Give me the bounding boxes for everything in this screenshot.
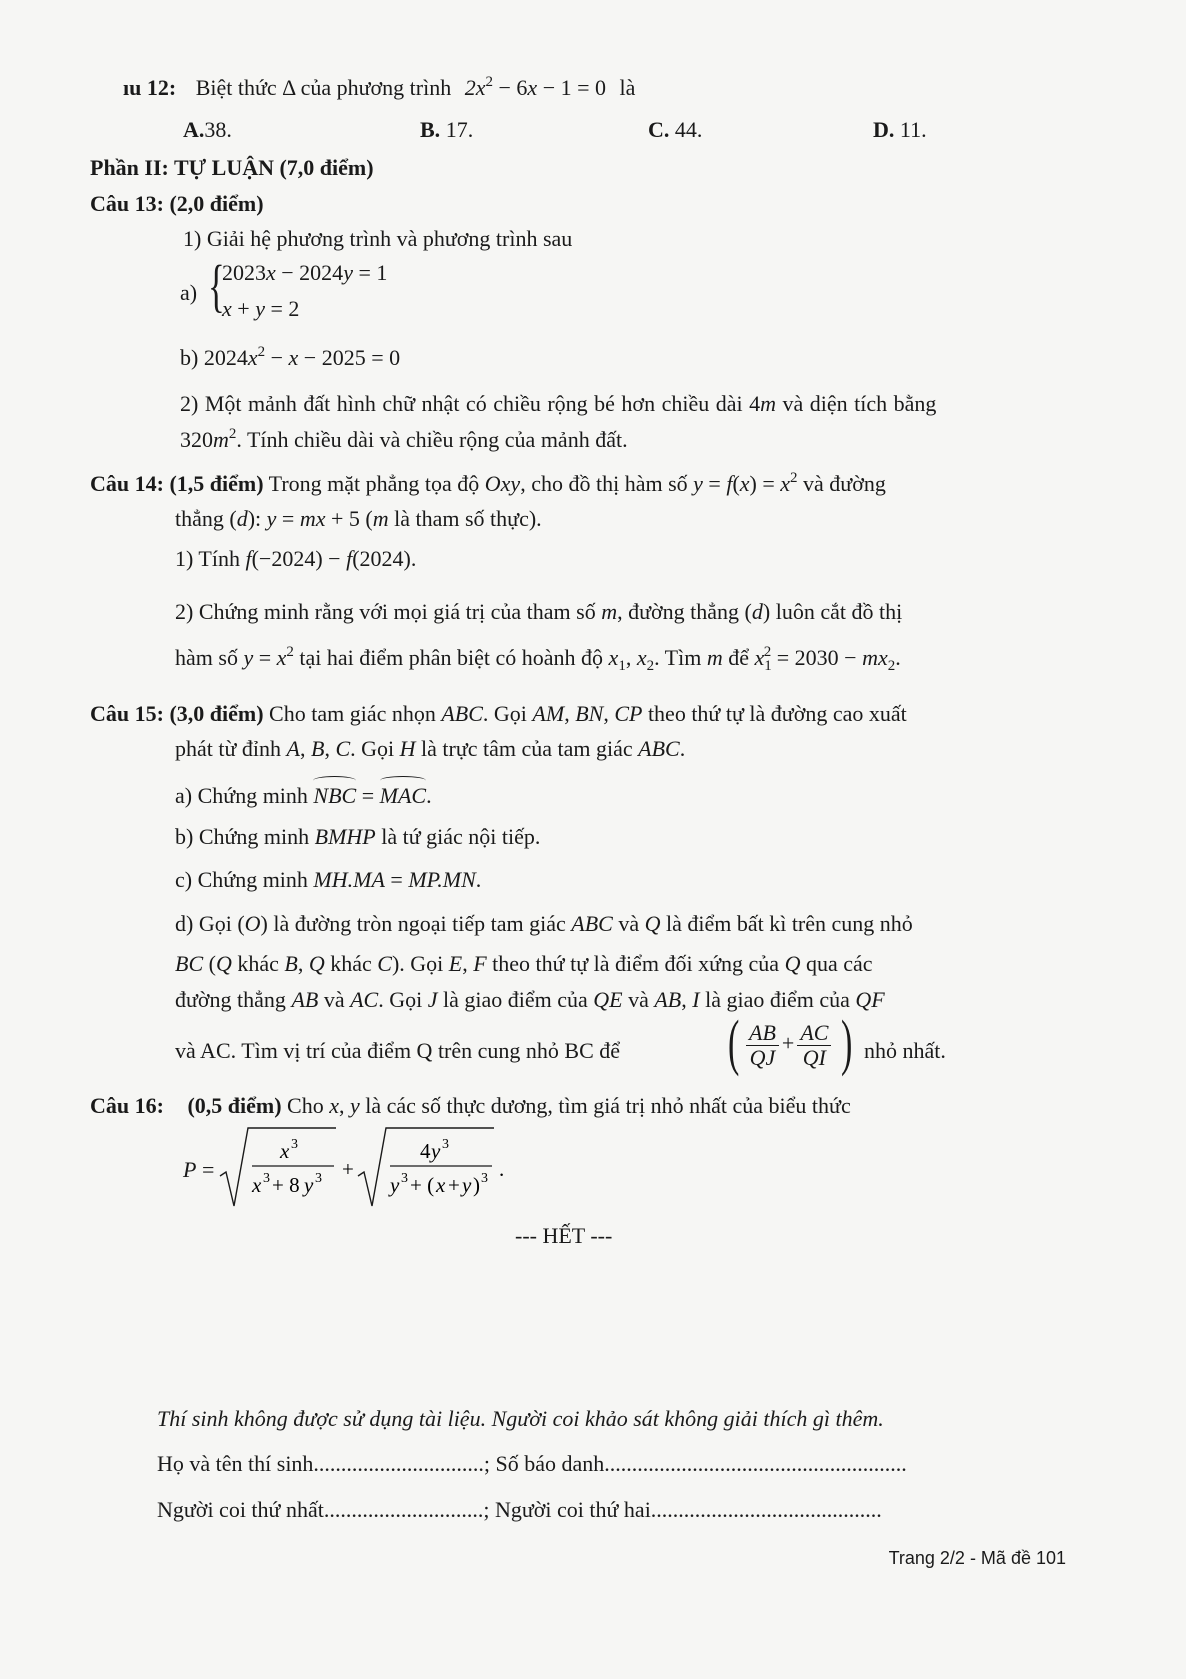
svg-text:x: x [280, 1139, 290, 1163]
exam-note: Thí sinh không được sử dụng tài liệu. Người coi khảo sát không giải thích gì thêm. [157, 1406, 884, 1431]
q13-part2-line1: 2) Một mảnh đất hình chữ nhật có chiều rộng bé hơn chiều dài 4m và diện tích bằng [180, 391, 937, 416]
q12-suffix: là [619, 75, 636, 100]
svg-text:+ 8: + 8 [272, 1173, 300, 1197]
q15-line2: phát từ đỉnh A, B, C. Gọi H là trực tâm của tam giác ABC. [175, 736, 686, 761]
svg-text:+ (: + ( [410, 1173, 435, 1197]
page-footer: Trang 2/2 - Mã đề 101 [888, 1548, 1066, 1568]
q12-option-c: C. 44. [648, 117, 703, 142]
svg-text:+: + [342, 1157, 354, 1181]
q15-d-line3: đường thẳng AB và AC. Gọi J là giao điểm của QE và AB, I là giao điểm của QF [175, 987, 885, 1012]
svg-text:3: 3 [442, 1137, 449, 1152]
q14-line2: thẳng (d): y = mx + 5 (m là tham số thực). [175, 506, 542, 531]
q15-d-line2: BC (Q khác B, Q khác C). Gọi E, F theo thứ tự là điểm đối xứng của Q qua các [175, 951, 873, 976]
q13-b: b) $2024x^2 - x - 2025 = 0$ [180, 344, 401, 370]
q14-part2-line2: hàm số $y = x^2$ tại hai điểm phân biệt có hoành độ $x_1$, $x_2$. Tìm m để $x_1^2 = 2030 - mx_2$. [175, 644, 901, 674]
q13-system-eq2: x + y = 2 [222, 296, 300, 321]
q15-d-line4-pre: và AC. Tìm vị trí của điểm Q trên cung nhỏ BC để [175, 1038, 621, 1063]
right-paren: ) [841, 1009, 853, 1077]
q15-d-fraction: $\frac{AB}{QJ}$ + $\frac{AC}{QI}$ [743, 1021, 834, 1070]
q15-d-line1: d) Gọi (O) là đường tròn ngoại tiếp tam giác ABC và Q là điểm bất kì trên cung nhỏ [175, 911, 913, 936]
q12-option-a: A.38. [183, 117, 232, 142]
svg-text:y: y [390, 1173, 400, 1197]
svg-text:.: . [499, 1157, 505, 1181]
q16-line1: Câu 16: (0,5 điểm) Cho x, y là các số thực dương, tìm giá trị nhỏ nhất của biểu thức [90, 1093, 851, 1118]
svg-text:y: y [304, 1173, 314, 1197]
svg-text:x: x [436, 1173, 446, 1197]
q15-b: b) Chứng minh BMHP là tứ giác nội tiếp. [175, 824, 541, 849]
system-brace: { [208, 253, 225, 318]
q14-part1: 1) Tính f(−2024) − f(2024). [175, 546, 417, 571]
q12-text: Biệt thức Δ của phương trình [195, 75, 452, 100]
q15-c: c) Chứng minh MH.MA = MP.MN. [175, 867, 482, 892]
q15-line1: Câu 15: (3,0 điểm) Cho tam giác nhọn ABC. Gọi AM, BN, CP theo thứ tự là đường cao xuất [90, 701, 907, 726]
svg-text:+: + [448, 1173, 460, 1197]
svg-text:3: 3 [481, 1171, 488, 1186]
q14-line1: Câu 14: (1,5 điểm) Trong mặt phẳng tọa độ Oxy, cho đồ thị hàm số $y = f(x) = x^2$ và đường [90, 470, 886, 496]
q13-system-eq1: 2023x − 2024y = 1 [222, 260, 388, 285]
q15-a: a) Chứng minh NBC = MAC. [175, 780, 432, 810]
q14-part2-line1: 2) Chứng minh rằng với mọi giá trị của tham số m, đường thẳng (d) luôn cắt đồ thị [175, 599, 903, 624]
q12-line [123, 74, 635, 102]
svg-text:4: 4 [420, 1139, 431, 1163]
left-paren: ( [728, 1009, 740, 1077]
q12-label: ıu 12: [123, 75, 177, 100]
svg-text:): ) [473, 1173, 480, 1197]
q16-p-label: P = [183, 1157, 215, 1182]
q13-header: Câu 13: (2,0 điểm) [90, 191, 264, 216]
end-marker: --- HẾT --- [515, 1223, 613, 1248]
svg-text:y: y [431, 1139, 441, 1163]
proctor-line: Người coi thứ nhất.............................; Người coi thứ hai.......................................... [157, 1497, 882, 1522]
q12-option-d: D. 11. [873, 117, 927, 142]
svg-text:3: 3 [263, 1171, 270, 1186]
q12-equation: $2x^2 - 6x - 1 = 0$ [464, 74, 607, 100]
q13-part1: 1) Giải hệ phương trình và phương trình sau [183, 226, 573, 251]
q13-part2-line2: $320m^2$. Tính chiều dài và chiều rộng của mảnh đất. [180, 426, 628, 452]
q16-expression [218, 1124, 508, 1214]
q12-option-b: B. 17. [420, 117, 474, 142]
svg-text:3: 3 [401, 1171, 408, 1186]
svg-text:3: 3 [315, 1171, 322, 1186]
candidate-line: Họ và tên thí sinh...............................; Số báo danh....................................................... [157, 1451, 907, 1476]
svg-text:y: y [462, 1173, 472, 1197]
q15-d-line4-post: nhỏ nhất. [864, 1038, 946, 1063]
svg-text:3: 3 [291, 1137, 298, 1152]
q13-a-label: a) [180, 280, 198, 305]
part2-title: Phần II: TỰ LUẬN (7,0 điểm) [90, 155, 374, 180]
svg-text:x: x [252, 1173, 262, 1197]
